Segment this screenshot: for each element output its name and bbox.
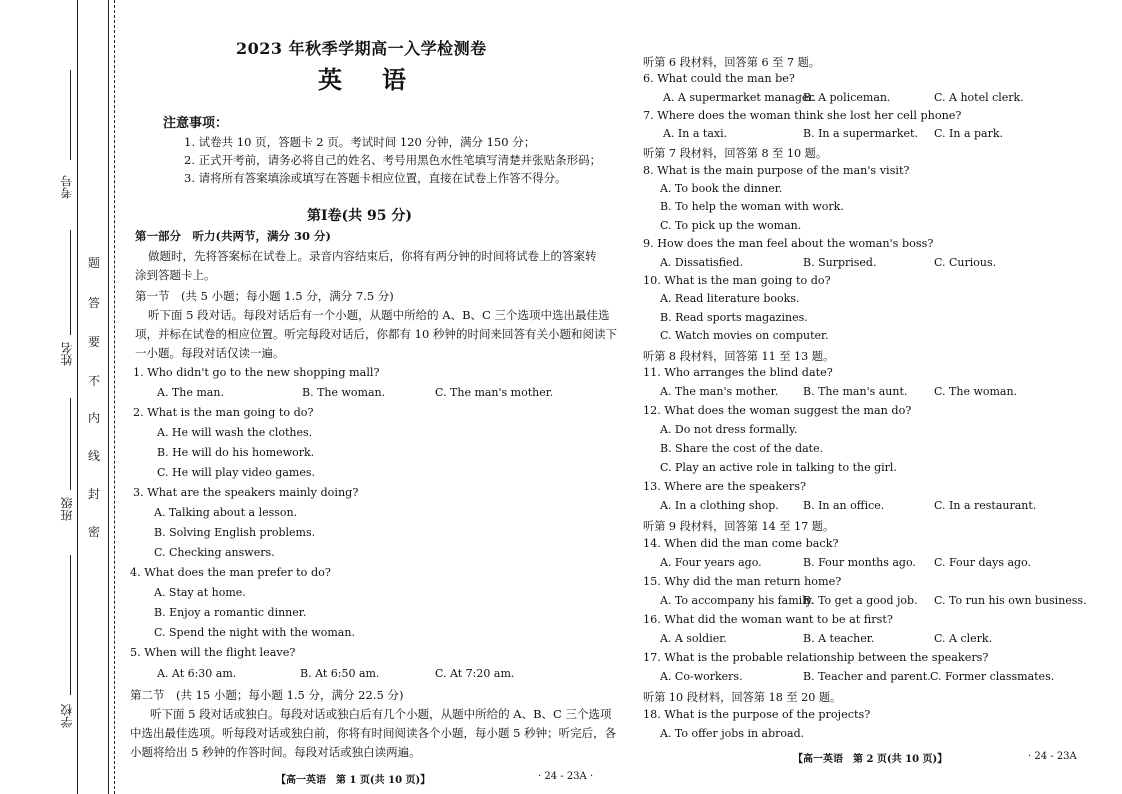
question-stem: 12. What does the woman suggest the man do?: [643, 404, 912, 417]
seal-dashed-line: [114, 0, 115, 794]
material-heading: 听第 10 段材料，回答第 18 至 20 题。: [643, 691, 842, 704]
question-stem: 18. What is the purpose of the projects?: [643, 708, 871, 721]
option-b: B. Enjoy a romantic dinner.: [154, 606, 307, 619]
margin-border-line-inner: [108, 0, 109, 794]
volume-heading: 第Ⅰ卷(共 95 分): [307, 208, 413, 224]
option-c: C. To pick up the woman.: [660, 219, 802, 232]
option-a: A. The man's mother.: [660, 385, 779, 398]
seal-char: 线: [88, 449, 101, 463]
instruction-line: 听下面 5 段对话或独白。每段对话或独白后有几个小题，从题中所给的 A、B、C 三个选项: [150, 707, 612, 721]
option-b: B. Read sports magazines.: [660, 311, 808, 324]
option-a: A. To book the dinner.: [660, 182, 783, 195]
kaohao-label: 考号: [60, 175, 74, 199]
paper-code: · 24 - 23A: [1028, 751, 1077, 762]
instruction-line: 项，并标在试卷的相应位置。听完每段对话后，你都有 10 秒钟的时间来回答有关小题和阅读下: [135, 327, 617, 341]
option-a: A. In a clothing shop.: [660, 499, 779, 512]
option-c: C. Play an active role in talking to the girl.: [660, 461, 897, 474]
instruction-line: 中选出最佳选项。听每段对话或独白前，你将有时间阅读各个小题，每小题 5 秒钟；听完后，各: [130, 726, 617, 740]
question-stem: 8. What is the main purpose of the man's visit?: [643, 164, 910, 177]
question-stem: 4. What does the man prefer to do?: [130, 566, 331, 579]
option-c: C. A clerk.: [934, 632, 993, 645]
binding-margin: [0, 0, 118, 794]
notice-heading: 注意事项：: [163, 116, 229, 131]
option-a: A. To offer jobs in abroad.: [660, 727, 805, 740]
option-b: B. Share the cost of the date.: [660, 442, 824, 455]
option-b: B. In a supermarket.: [803, 127, 918, 140]
option-b: B. A policeman.: [803, 91, 891, 104]
option-c: C. Spend the night with the woman.: [154, 626, 355, 639]
paper-code: · 24 - 23A ·: [538, 771, 594, 782]
xingming-label: 姓名: [60, 342, 74, 366]
option-c: C. A hotel clerk.: [934, 91, 1024, 104]
notice-item: 3. 请将所有答案填涂或填写在答题卡相应位置，直接在试卷上作答不得分。: [184, 171, 567, 185]
seal-char: 内: [88, 411, 101, 425]
option-a: A. He will wash the clothes.: [157, 426, 313, 439]
seal-char: 题: [88, 256, 101, 270]
instruction-line: 做题时，先将答案标在试卷上。录音内容结束后，你将有两分钟的时间将试卷上的答案转: [148, 249, 597, 263]
banji-label: 班级: [60, 497, 74, 521]
page-footer: 【高一英语 第 1 页(共 10 页)】: [276, 775, 431, 786]
seal-char: 封: [88, 487, 101, 501]
notice-item: 1. 试卷共 10 页，答题卡 2 页。考试时间 120 分钟，满分 150 分；: [184, 135, 536, 149]
option-c: C. Watch movies on computer.: [660, 329, 829, 342]
seal-char: 密: [88, 525, 101, 539]
question-stem: 16. What did the woman want to be at first?: [643, 613, 893, 626]
subject-title: 英语: [318, 65, 446, 94]
option-c: C. Former classmates.: [930, 670, 1055, 683]
option-a: A. The man.: [157, 386, 224, 399]
instruction-line: 小题将给出 5 秒钟的作答时间。每段对话或独白读两遍。: [130, 745, 421, 759]
option-a: A. To accompany his family.: [660, 594, 814, 607]
question-stem: 7. Where does the woman think she lost her cell phone?: [643, 109, 962, 122]
material-heading: 听第 7 段材料，回答第 8 至 10 题。: [643, 147, 828, 160]
question-stem: 15. Why did the man return home?: [643, 575, 842, 588]
option-b: B. In an office.: [803, 499, 885, 512]
instruction-line: 涂到答题卡上。: [135, 268, 216, 282]
option-b: B. To help the woman with work.: [660, 200, 844, 213]
option-b: B. Solving English problems.: [154, 526, 316, 539]
material-heading: 听第 9 段材料，回答第 14 至 17 题。: [643, 520, 835, 533]
xuexiao-label: 学校: [60, 704, 74, 728]
xuexiao-fill-line: [70, 555, 71, 695]
instruction-line: 一小题。每段对话仅读一遍。: [135, 346, 285, 360]
option-a: A. Dissatisfied.: [660, 256, 744, 269]
option-c: C. Four days ago.: [934, 556, 1031, 569]
option-b: B. The man's aunt.: [803, 385, 908, 398]
option-b: B. Four months ago.: [803, 556, 916, 569]
question-stem: 1. Who didn't go to the new shopping mall?: [133, 366, 380, 379]
page-footer: 【高一英语 第 2 页(共 10 页)】: [793, 754, 948, 765]
question-stem: 9. How does the man feel about the woman's boss?: [643, 237, 934, 250]
section-heading: 第二节 (共 15 小题；每小题 1.5 分，满分 22.5 分): [130, 688, 404, 702]
option-a: A. Co-workers.: [660, 670, 743, 683]
option-a: A. At 6:30 am.: [157, 667, 237, 680]
instruction-line: 听下面 5 段对话。每段对话后有一个小题，从题中所给的 A、B、C 三个选项中选出最佳选: [148, 308, 610, 322]
option-b: B. To get a good job.: [803, 594, 918, 607]
option-b: B. A teacher.: [803, 632, 875, 645]
option-c: C. In a park.: [934, 127, 1004, 140]
option-a: A. Four years ago.: [660, 556, 762, 569]
section-heading: 第一节 (共 5 小题；每小题 1.5 分，满分 7.5 分): [135, 289, 394, 303]
option-a: A. Read literature books.: [660, 292, 800, 305]
option-b: B. At 6:50 am.: [300, 667, 380, 680]
question-stem: 6. What could the man be?: [643, 72, 795, 85]
question-stem: 13. Where are the speakers?: [643, 480, 806, 493]
question-stem: 17. What is the probable relationship between the speakers?: [643, 651, 989, 664]
option-a: A. A soldier.: [660, 632, 727, 645]
option-a: A. Talking about a lesson.: [154, 506, 298, 519]
option-c: C. At 7:20 am.: [435, 667, 515, 680]
seal-char: 答: [88, 296, 101, 310]
option-b: B. He will do his homework.: [157, 446, 315, 459]
exam-title: 2023 年秋季学期高一入学检测卷: [236, 39, 487, 58]
question-stem: 11. Who arranges the blind date?: [643, 366, 833, 379]
option-b: B. Surprised.: [803, 256, 877, 269]
option-a: A. In a taxi.: [663, 127, 728, 140]
option-c: C. The man's mother.: [435, 386, 554, 399]
question-stem: 10. What is the man going to do?: [643, 274, 831, 287]
option-a: A. Stay at home.: [154, 586, 246, 599]
option-c: C. In a restaurant.: [934, 499, 1037, 512]
xingming-fill-line: [70, 230, 71, 335]
option-b: B. Teacher and parent.: [803, 670, 931, 683]
option-c: C. The woman.: [934, 385, 1018, 398]
question-stem: 14. When did the man come back?: [643, 537, 839, 550]
option-c: C. He will play video games.: [157, 466, 315, 479]
banji-fill-line: [70, 398, 71, 490]
material-heading: 听第 8 段材料，回答第 11 至 13 题。: [643, 350, 835, 363]
option-a: A. Do not dress formally.: [660, 423, 798, 436]
kaohao-fill-line: [70, 70, 71, 160]
material-heading: 听第 6 段材料，回答第 6 至 7 题。: [643, 56, 820, 69]
question-stem: 2. What is the man going to do?: [133, 406, 314, 419]
seal-char: 不: [88, 374, 101, 388]
notice-item: 2. 正式开考前，请务必将自己的姓名、考号用黑色水性笔填写清楚并张贴条形码；: [184, 153, 602, 167]
part-heading: 第一部分 听力(共两节，满分 30 分): [135, 229, 331, 243]
question-stem: 3. What are the speakers mainly doing?: [133, 486, 359, 499]
question-stem: 5. When will the flight leave?: [130, 646, 296, 659]
margin-border-line: [77, 0, 78, 794]
option-a: A. A supermarket manager.: [663, 91, 816, 104]
option-c: C. Curious.: [934, 256, 997, 269]
option-c: C. Checking answers.: [154, 546, 275, 559]
seal-char: 要: [88, 335, 101, 349]
option-c: C. To run his own business.: [934, 594, 1087, 607]
option-b: B. The woman.: [302, 386, 386, 399]
